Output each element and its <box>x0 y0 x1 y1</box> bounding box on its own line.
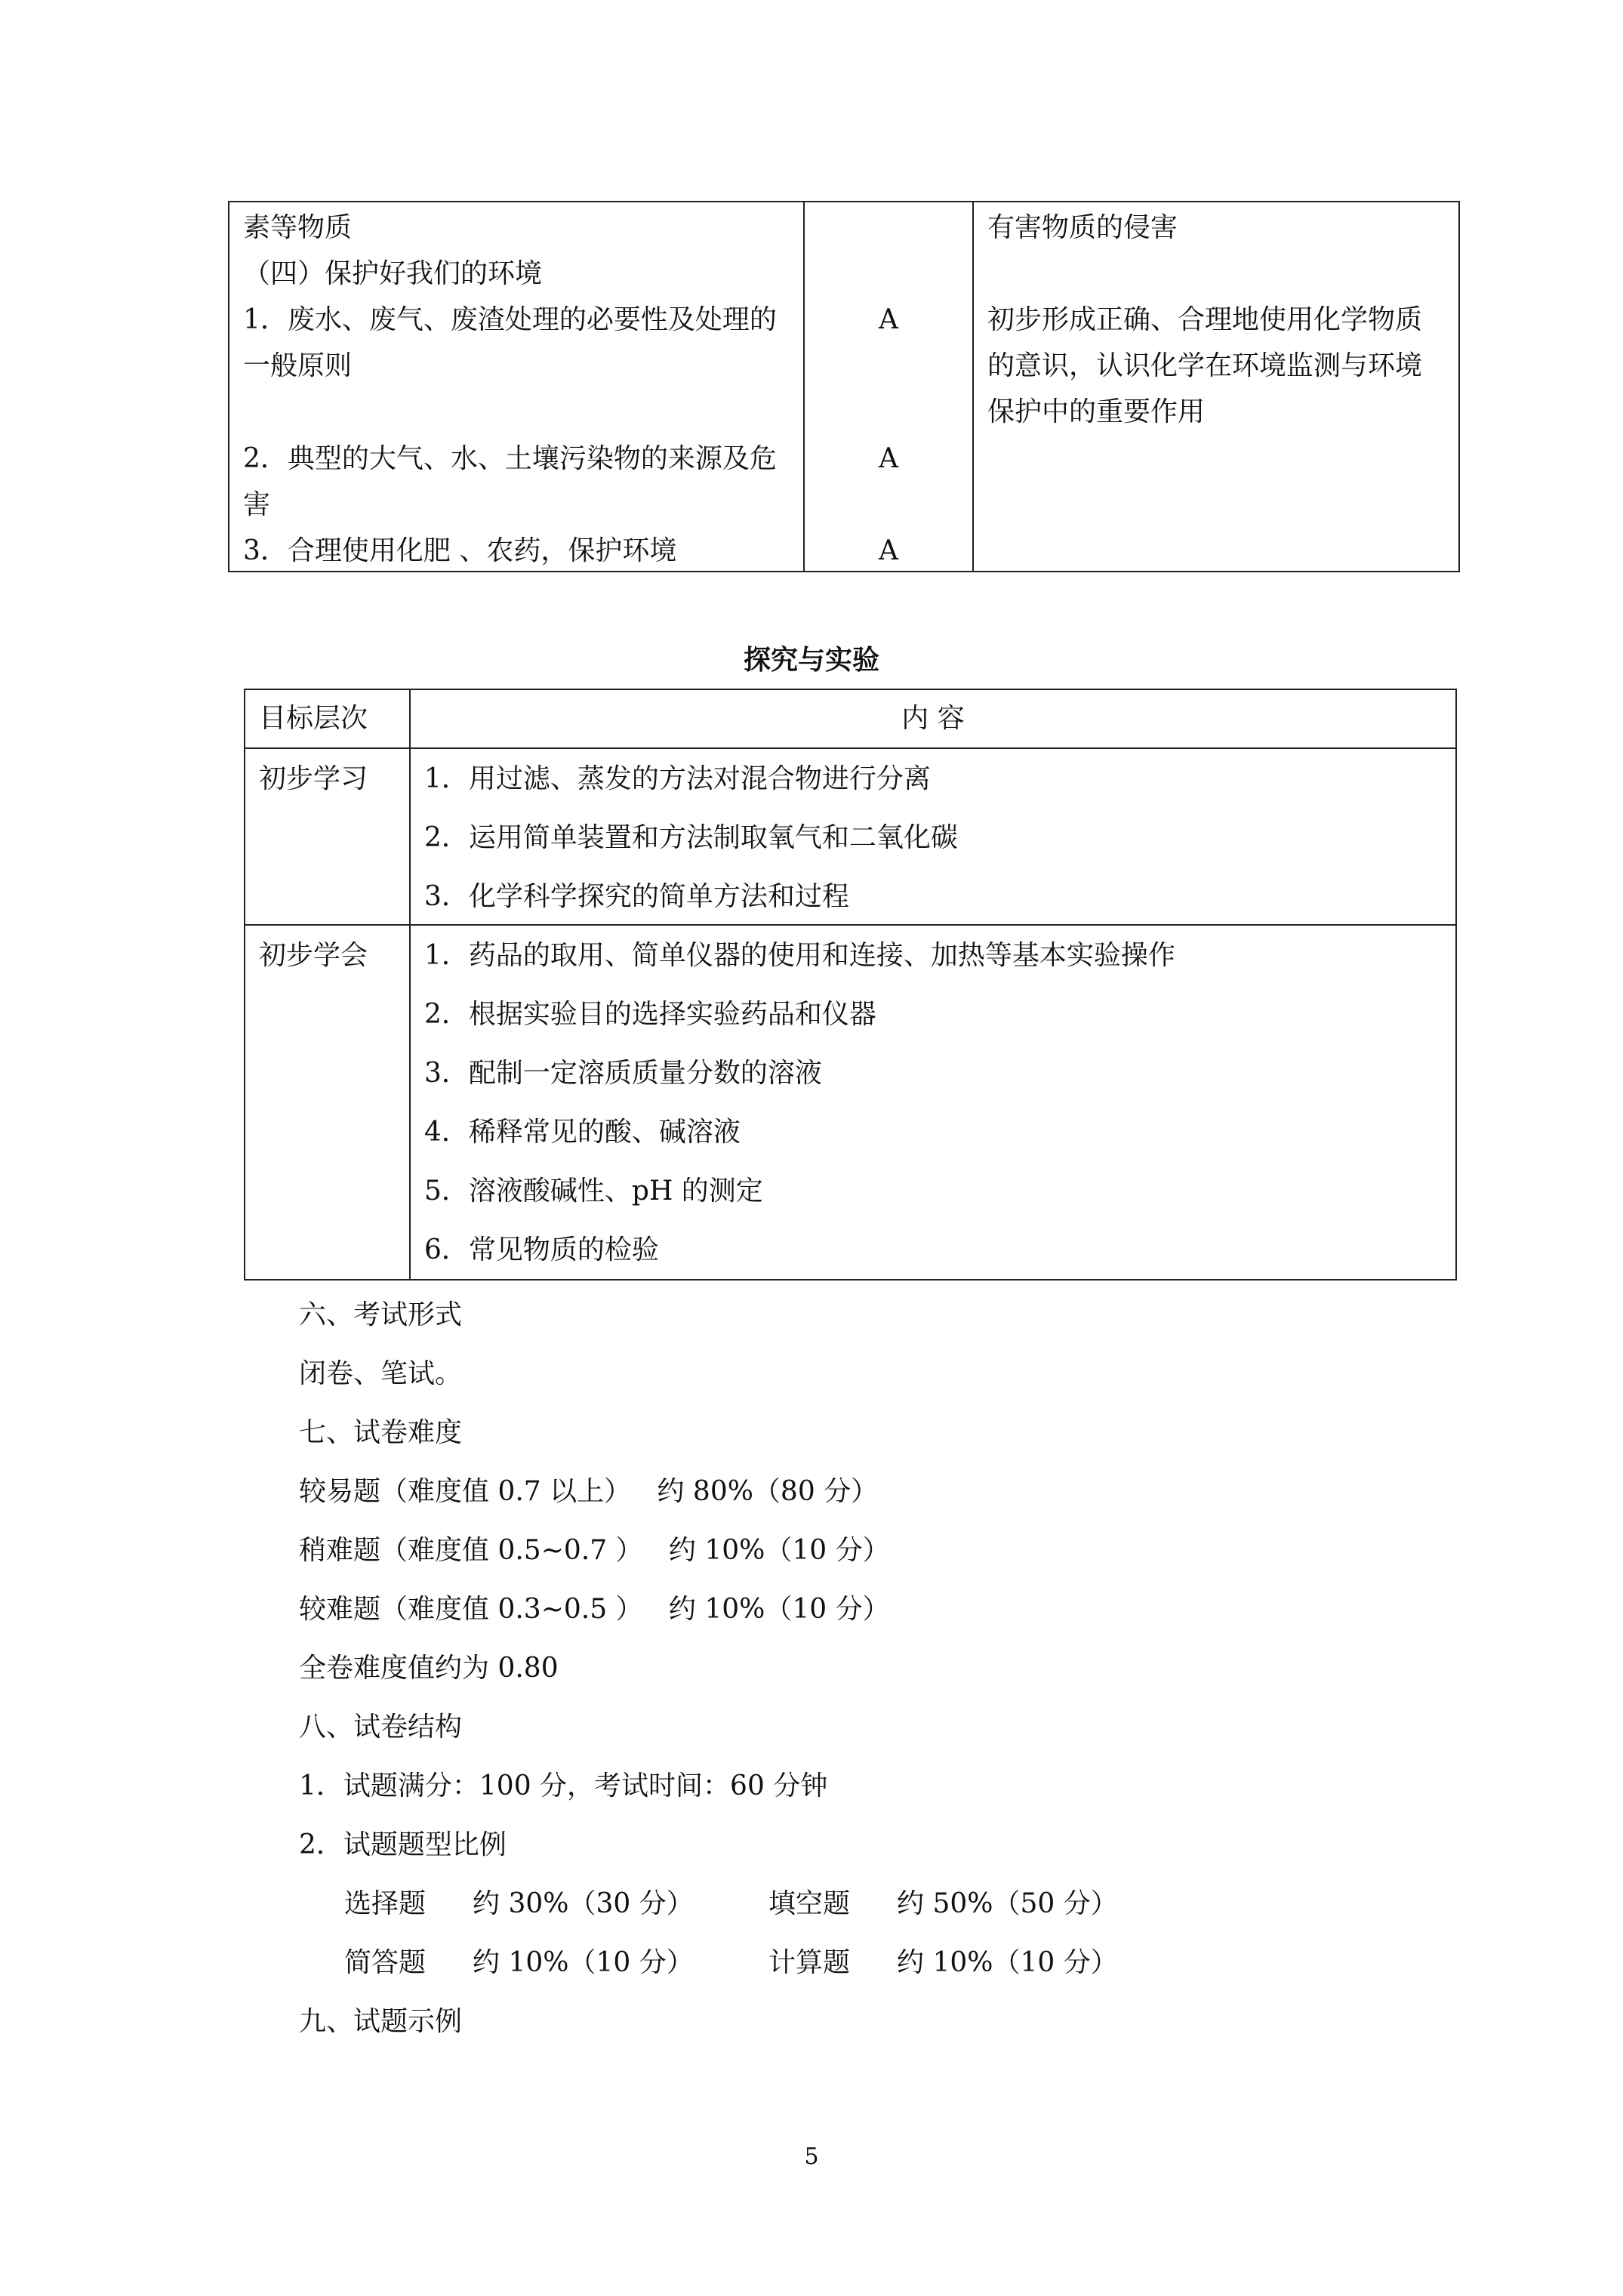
structure-score-time: 1．试题满分：100 分，考试时间：60 分钟 <box>299 1771 828 1801</box>
heading-difficulty: 七、试卷难度 <box>299 1417 463 1448</box>
structure-ratio-heading: 2．试题题型比例 <box>299 1829 507 1860</box>
difficulty-easy: 较易题（难度值 0.7 以上） 约 80%（80 分） <box>299 1476 879 1507</box>
exam-form-text: 闭卷、笔试。 <box>299 1358 463 1389</box>
table-2-item: 4．稀释常见的酸、碱溶液 <box>424 1117 741 1148</box>
table-2-right-border <box>1455 689 1457 1281</box>
page-number: 5 <box>804 2143 819 2170</box>
question-type-name: 计算题 <box>768 1947 851 1978</box>
table-2-group-divider <box>244 924 1457 926</box>
heading-examples: 九、试题示例 <box>299 2006 463 2037</box>
table-1-cell-text: 初步形成正确、合理地使用化学物质 <box>987 304 1423 335</box>
table-2-item: 3．配制一定溶质质量分数的溶液 <box>424 1058 822 1089</box>
table-1-cell-text: 的意识，认识化学在环境监测与环境 <box>987 350 1423 381</box>
table-2-group-level: 初步学习 <box>259 763 368 794</box>
table-1-cell-text: 保护中的重要作用 <box>987 396 1206 427</box>
table-1-left-border <box>228 201 229 572</box>
table-1-cell-text: （四）保护好我们的环境 <box>243 258 543 289</box>
table-1-level: A <box>879 304 898 335</box>
table-1-cell-text: 素等物质 <box>243 212 353 243</box>
table-1-level: A <box>879 443 898 474</box>
table-2-column-divider <box>409 689 411 1281</box>
question-type-value: 约 10%（10 分） <box>473 1947 694 1978</box>
table-2-top-border <box>244 689 1457 690</box>
difficulty-medium: 稍难题（难度值 0.5~0.7 ） 约 10%（10 分） <box>299 1535 890 1566</box>
table-2-group-level: 初步学会 <box>259 940 368 971</box>
table-1-bottom-border <box>228 571 1460 572</box>
table-1-cell-text: 有害物质的侵害 <box>987 212 1178 243</box>
table-1-top-border <box>228 201 1460 202</box>
question-type-name: 选择题 <box>344 1888 427 1919</box>
table-2-item: 3．化学科学探究的简单方法和过程 <box>424 881 849 912</box>
question-type-value: 约 30%（30 分） <box>473 1888 694 1919</box>
table-1-divider-1 <box>803 201 805 572</box>
table-1-cell-text: 2．典型的大气、水、土壤污染物的来源及危 <box>243 443 777 474</box>
question-type-name: 填空题 <box>768 1888 851 1919</box>
table-2-item: 2．运用简单装置和方法制取氧气和二氧化碳 <box>424 822 958 853</box>
question-type-name: 简答题 <box>344 1947 427 1978</box>
table-2-item: 5．溶液酸碱性、pH 的测定 <box>424 1176 763 1207</box>
table-1-right-border <box>1458 201 1460 572</box>
table-1-cell-text: 害 <box>243 489 271 520</box>
table-2-header-content: 内 容 <box>901 703 965 734</box>
table-2-item: 1．用过滤、蒸发的方法对混合物进行分离 <box>424 763 931 794</box>
difficulty-hard: 较难题（难度值 0.3~0.5 ） 约 10%（10 分） <box>299 1594 890 1625</box>
difficulty-overall: 全卷难度值约为 0.80 <box>299 1653 559 1684</box>
table-2-bottom-border <box>244 1279 1457 1281</box>
heading-exam-form: 六、考试形式 <box>299 1299 463 1330</box>
table-2-item: 1．药品的取用、简单仪器的使用和连接、加热等基本实验操作 <box>424 940 1175 971</box>
table-1-cell-text: 3．合理使用化肥 、农药，保护环境 <box>243 535 677 566</box>
section-title: 探究与实验 <box>743 644 879 676</box>
question-type-value: 约 50%（50 分） <box>897 1888 1118 1919</box>
table-2-item: 6．常见物质的检验 <box>424 1234 659 1265</box>
table-1-cell-text: 一般原则 <box>243 350 353 381</box>
table-2-item: 2．根据实验目的选择实验药品和仪器 <box>424 999 876 1030</box>
question-type-value: 约 10%（10 分） <box>897 1947 1118 1978</box>
table-1-level: A <box>879 535 898 566</box>
table-2-header-divider <box>244 747 1457 749</box>
table-2-left-border <box>244 689 245 1281</box>
table-1-divider-2 <box>972 201 974 572</box>
table-2-header-level: 目标层次 <box>259 703 368 734</box>
heading-structure: 八、试卷结构 <box>299 1712 463 1743</box>
table-1-cell-text: 1．废水、废气、废渣处理的必要性及处理的 <box>243 304 777 335</box>
